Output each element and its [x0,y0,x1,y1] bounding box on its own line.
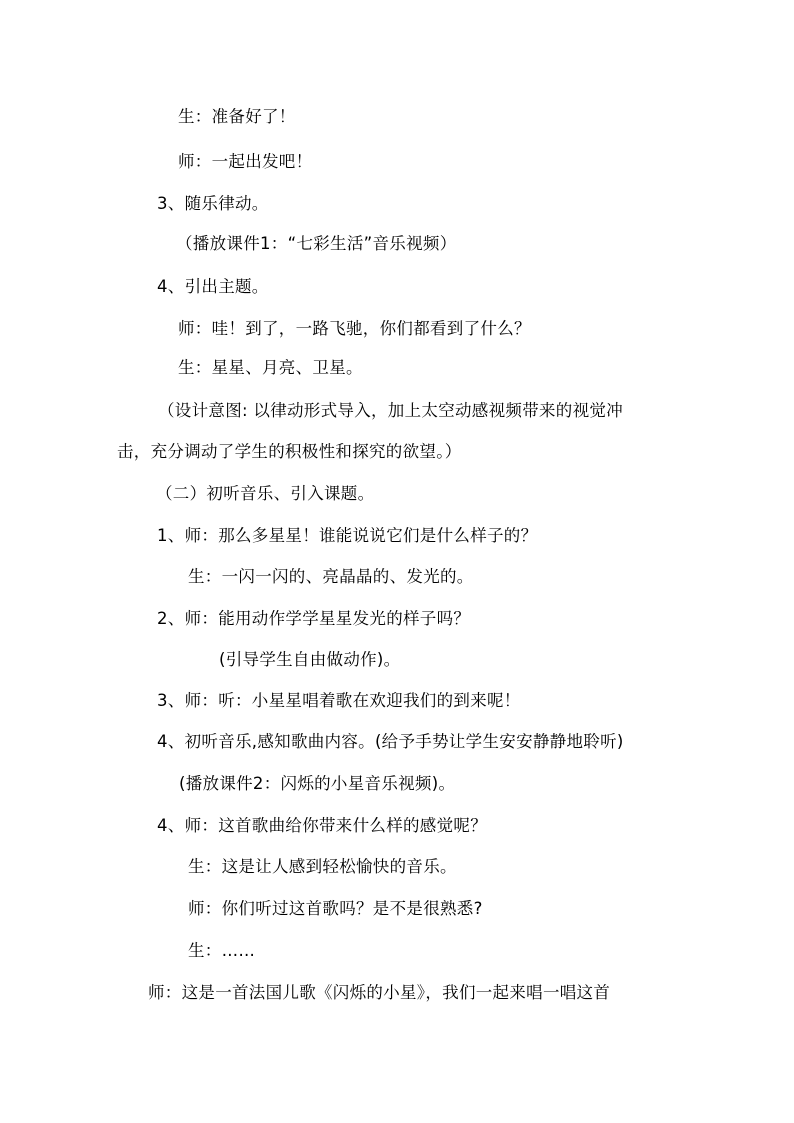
text-line: 生：这是让人感到轻松愉快的音乐。 [188,857,457,876]
text-line: 4、初听音乐,感知歌曲内容。(给予手势让学生安安静静地聆听) [157,732,624,751]
text-line: 4、引出主题。 [157,277,269,296]
text-line: 师：一起出发吧！ [178,152,313,171]
text-line: 击，充分调动了学生的积极性和探究的欲望。） [117,442,462,461]
text-line: 3、师：听：小星星唱着歌在欢迎我们的到来呢！ [157,691,521,710]
text-line: 生：准备好了！ [178,107,296,126]
text-line: 2、师：能用动作学学星星发光的样子吗？ [157,609,471,628]
text-line: (播放课件2：闪烁的小星音乐视频)。 [179,774,456,793]
text-line: 4、师：这首歌曲给你带来什么样的感觉呢？ [157,816,487,835]
text-line: (引导学生自由做动作)。 [219,650,401,669]
text-line: 生：…… [188,941,256,960]
text-line: 生：一闪一闪的、亮晶晶的、发光的。 [188,567,474,586]
text-line: 师：这是一首法国儿歌《闪烁的小星》，我们一起来唱一唱这首 [148,983,611,1002]
text-line: （二）初听音乐、引入课题。 [156,484,375,503]
text-line: 1、师：那么多星星！谁能说说它们是什么样子的？ [157,526,538,545]
text-line: （设计意图: 以律动形式导入，加上太空动感视频带来的视觉冲 [158,401,624,420]
text-line: 师：哇！到了，一路飞驰，你们都看到了什么？ [178,319,531,338]
text-line: 师：你们听过这首歌吗？是不是很熟悉? [188,899,483,918]
text-line: 生：星星、月亮、卫星。 [178,358,363,377]
text-line: 3、随乐律动。 [157,194,269,213]
text-line: （播放课件1：“七彩生活”音乐视频） [176,234,457,253]
